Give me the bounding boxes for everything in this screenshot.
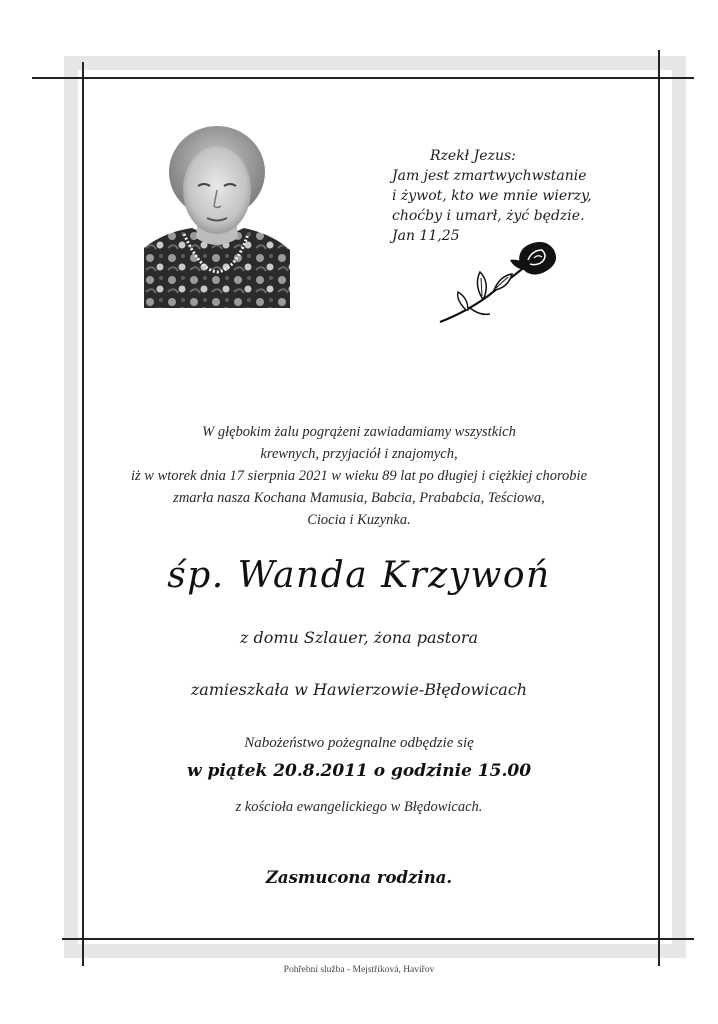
bible-quote [392, 146, 632, 246]
deceased-maiden-name: z domu Szlauer, żona pastora [239, 628, 479, 647]
family-signature: Zasmucona rodzina. [265, 868, 453, 887]
service-date: w piątek 20.8.2011 o godzinie 15.00 [186, 761, 532, 781]
quote-line: choćby i umarł, żyć będzie. [392, 208, 585, 224]
announcement-line: krewnych, przyjaciół i znajomych, [260, 446, 458, 462]
deceased-name: śp. Wanda Krzywoń [167, 555, 551, 596]
announcement-text [60, 421, 658, 531]
frame-band-right [672, 56, 686, 958]
announcement-line: Ciocia i Kuzynka. [307, 512, 411, 528]
portrait-photo [144, 120, 290, 308]
portrait-image [144, 120, 290, 308]
service-intro: Nabożeństwo pożegnalne odbędzie się [244, 735, 474, 751]
quote-title: Rzekł Jezus: [430, 148, 516, 164]
announcement-line: W głębokim żalu pogrążeni zawiadamiamy wszystkich [202, 424, 516, 440]
frame-band-bottom [64, 944, 686, 958]
rose-icon [436, 236, 560, 328]
announcement-line: zmarła nasza Kochana Mamusia, Babcia, Prababcia, Teściowa, [173, 490, 545, 506]
funeral-service-footer: Pohřební služba - Mejstříková, Havířov [283, 965, 435, 975]
quote-line: Jam jest zmartwychwstanie [392, 168, 587, 184]
frame-band-top [64, 56, 686, 70]
service-place: z kościoła ewangelickiego w Błędowicach. [235, 799, 483, 815]
frame-line-bottom [62, 938, 694, 940]
deceased-residence: zamieszkała w Hawierzowie-Błędowicach [190, 680, 528, 699]
frame-line-right [658, 50, 660, 966]
quote-reference: Jan 11,25 [392, 228, 460, 244]
announcement-line: iż w wtorek dnia 17 sierpnia 2021 w wieku 89 lat po długiej i ciężkiej chorobie [130, 468, 588, 484]
quote-line: i żywot, kto we mnie wierzy, [392, 188, 592, 204]
frame-line-top [32, 77, 694, 79]
